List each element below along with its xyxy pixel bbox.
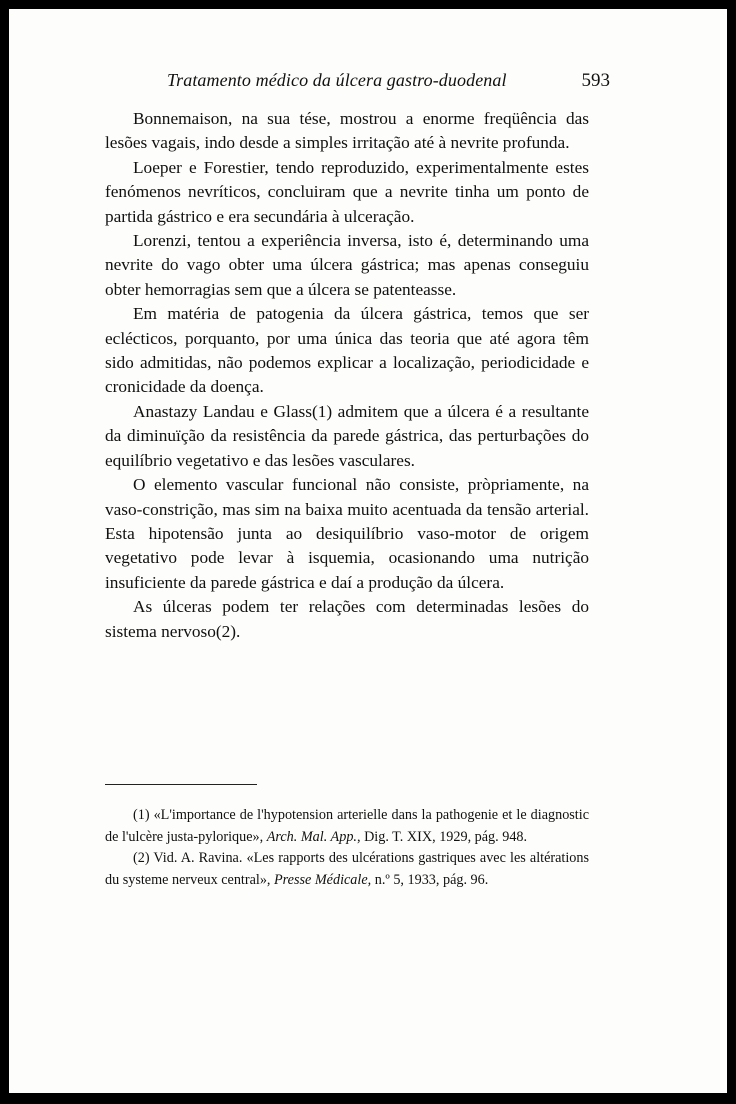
paragraph-bonnemaison: Bonnemaison, na sua tése, mostrou a enorme freqüência das lesões vagais, indo desde a simples irritação até à nevrite profunda. — [105, 109, 589, 153]
body-text — [105, 107, 589, 644]
footnote-divider — [105, 784, 257, 785]
footnote-2-text: Vid. A. Ravina. «Les rapports des ulcérations gastriques avec les altérations du systeme nerveux central», — [105, 850, 589, 888]
footnote-2-marker: (2) — [133, 850, 150, 866]
running-title: Tratamento médico da úlcera gastro-duodenal — [167, 70, 507, 90]
footnote-1-journal: Arch. Mal. App. — [266, 828, 357, 845]
footnote-ref-1: (1) — [311, 401, 333, 421]
footnote-1 — [105, 805, 589, 848]
page-number: 593 — [581, 70, 610, 91]
paragraph-landau-glass — [105, 400, 589, 473]
footnote-2-journal: Presse Médicale, — [274, 871, 372, 888]
footnote-1-text: «L'importance de l'hypotension arterielle dans la pathogenie et le diagnostic de l'ulcère justa-pylorique», — [105, 807, 589, 845]
footnote-1-rest: , Dig. T. XIX, 1929, pág. 948. — [356, 828, 528, 845]
paragraph-landau-glass-start: Anastazy Landau e Glass — [133, 401, 312, 421]
footnotes — [105, 805, 589, 891]
footnote-ref-2: (2) — [215, 621, 237, 641]
footnote-1-marker: (1) — [133, 807, 150, 823]
paragraph-ulceras — [105, 595, 589, 644]
document-page — [9, 9, 727, 1093]
paragraph-ulceras-end: . — [236, 621, 241, 641]
paragraph-landau-glass-end: admitem que a úlcera é a resultante da diminuïção da resistência da parede gástrica, das perturbações do equilíbrio vegetativo e das lesões vasculares. — [105, 401, 589, 470]
page-header — [105, 70, 610, 100]
paragraph-elemento-vascular: O elemento vascular funcional não consiste, pròpriamente, na vaso-constrição, mas sim na baixa muito acentuada da tensão arterial. Esta hipotensão junta ao desiquilíbrio vaso-motor de origem vegetativo pode levar à isquemia, ocasionando uma nutrição insuficiente da parede gástrica e daí a produção da úlcera. — [105, 475, 589, 592]
footnote-2-rest: n.º 5, 1933, pág. 96. — [371, 871, 489, 888]
paragraph-loeper-forestier: Loeper e Forestier, tendo reproduzido, experimentalmente estes fenómenos nevríticos, concluiram que a nevrite tinha um ponto de partida gástrico e era secundária à ulceração. — [105, 157, 589, 226]
footnote-2 — [105, 848, 589, 891]
paragraph-ulceras-start: As úlceras podem ter relações com determinadas lesões do sistema nervoso — [105, 597, 589, 641]
paragraph-lorenzi: Lorenzi, tentou a experiência inversa, isto é, determinando uma nevrite do vago obter uma úlcera gástrica; mas apenas conseguiu obter hemorragias sem que a úlcera se patenteasse. — [105, 231, 589, 299]
paragraph-patogenia: Em matéria de patogenia da úlcera gástrica, temos que ser eclécticos, porquanto, por uma única das teoria que até agora têm sido admitidas, não podemos explicar a localização, periodicidade e cronicidade da doença. — [105, 304, 589, 397]
